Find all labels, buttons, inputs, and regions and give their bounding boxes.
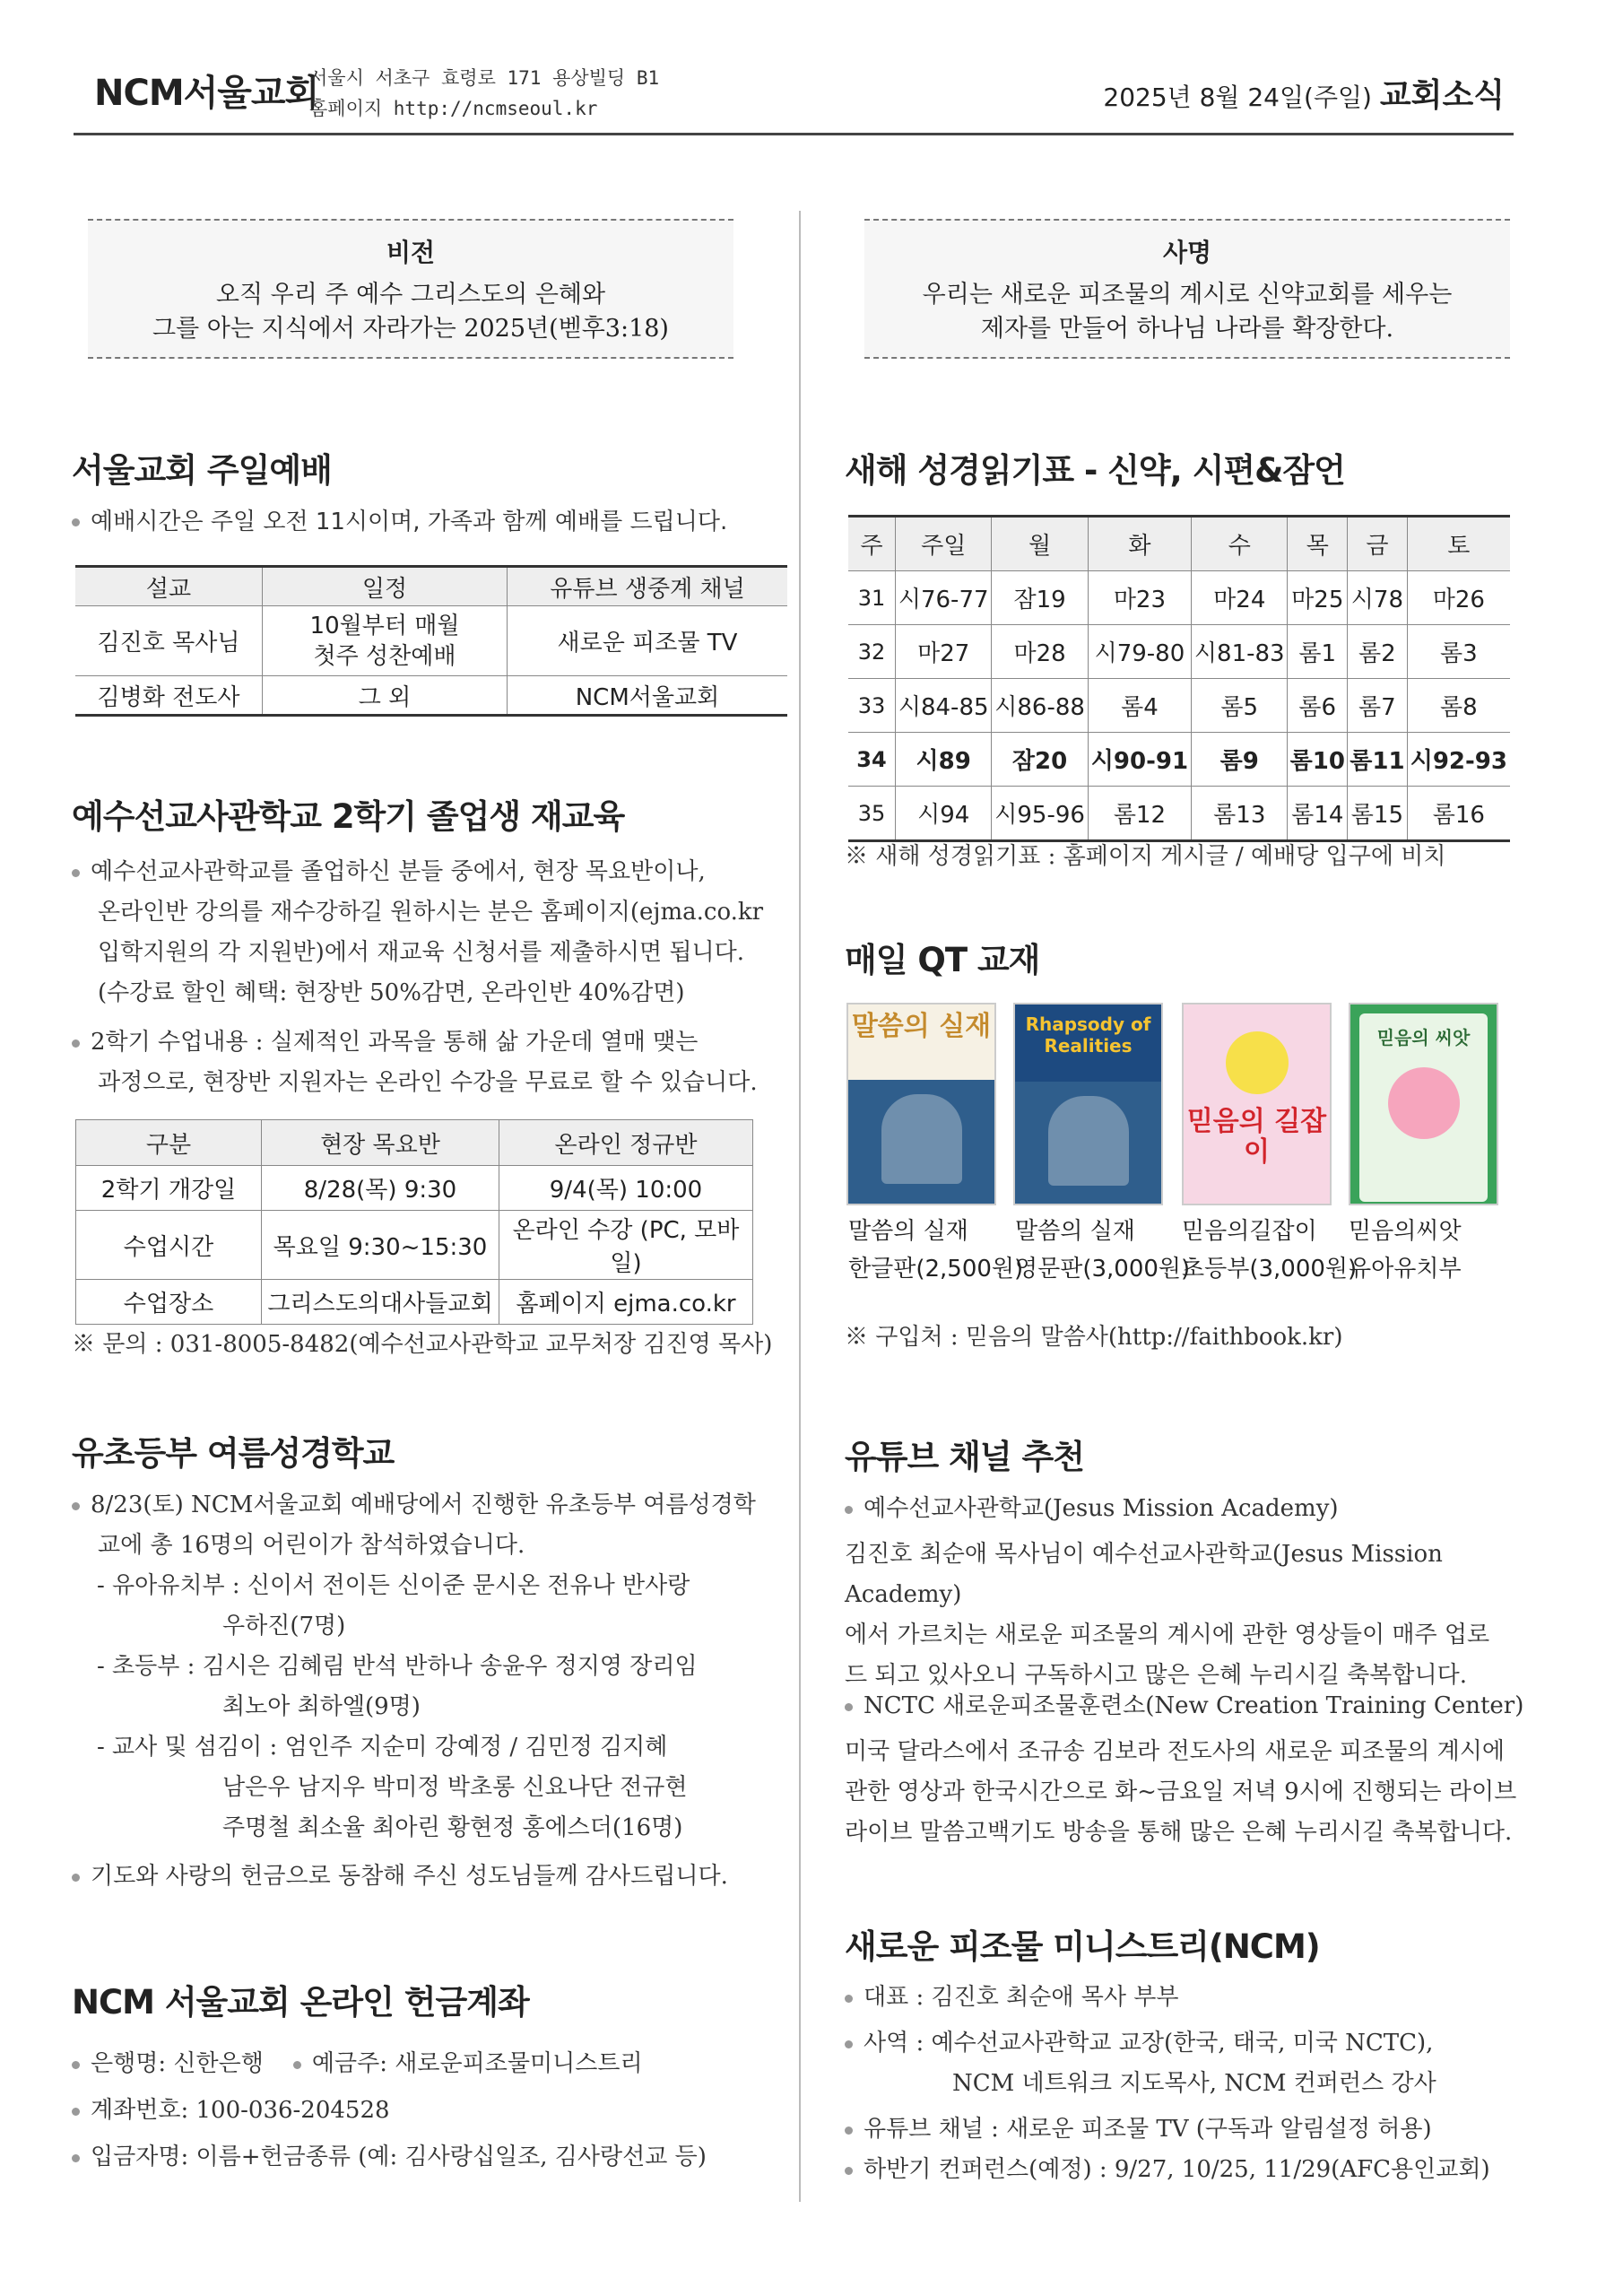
table-cell: 9/4(목) 10:00 xyxy=(499,1166,753,1211)
mission-line: 우리는 새로운 피조물의 계시로 신약교회를 세우는 xyxy=(922,281,1453,309)
text-line: 우하진(7명) xyxy=(222,1613,346,1639)
col-header: 수 xyxy=(1192,517,1288,571)
table-cell: 시89 xyxy=(896,733,992,787)
col-header: 구분 xyxy=(76,1120,262,1166)
col-header: 월 xyxy=(992,517,1088,571)
homepage-line: 홈페이지 http://ncmseoul.kr xyxy=(309,98,598,119)
channel-name: 예수선교사관학교(Jesus Mission Academy) xyxy=(864,1495,1339,1522)
text-line: 최노아 최하엘(9명) xyxy=(222,1693,421,1720)
mission-text xyxy=(864,278,1510,346)
ncm-title: 새로운 피조물 미니스트리(NCM) xyxy=(845,1927,1320,1966)
table-cell: 시92-93 xyxy=(1407,733,1510,787)
table-cell: 롬5 xyxy=(1192,679,1288,733)
table-cell: 시84-85 xyxy=(896,679,992,733)
vision-text xyxy=(88,278,733,346)
col-header: 주 xyxy=(848,517,896,571)
book-cover-title: 말씀의 실재 xyxy=(851,1011,992,1042)
text-line: 관한 영상과 한국시간으로 화~금요일 저녁 9시에 진행되는 라이브 xyxy=(845,1779,1517,1805)
table-row xyxy=(848,571,1510,625)
col-header: 목 xyxy=(1288,517,1348,571)
school-bullet-2 xyxy=(72,1022,780,1103)
table-cell: 그리스도의대사들교회 xyxy=(262,1280,499,1325)
qt-title: 매일 QT 교재 xyxy=(845,941,1040,979)
offering-info xyxy=(72,2040,789,2180)
table-row xyxy=(75,676,787,716)
mission-box xyxy=(864,219,1510,359)
youtube-channel-1 xyxy=(845,1489,1526,1696)
text-line: 입학지원의 각 지원반)에서 재교육 신청서를 제출하시면 됩니다. xyxy=(98,939,745,966)
worship-title: 서울교회 주일예배 xyxy=(72,451,332,490)
table-cell: 마23 xyxy=(1088,571,1191,625)
table-cell: 롬7 xyxy=(1348,679,1408,733)
book-cover-title: 믿음의 길잡이 xyxy=(1186,1106,1327,1168)
table-cell: 34 xyxy=(848,733,896,787)
column-divider xyxy=(799,211,801,2202)
mission-line: 제자를 만들어 하나님 나라를 확장한다. xyxy=(980,315,1394,343)
col-header: 유튜브 생중계 채널 xyxy=(508,567,788,606)
text-line: (수강료 할인 혜택: 현장반 50%감면, 온라인반 40%감면) xyxy=(98,979,685,1006)
table-cell: 롬15 xyxy=(1348,787,1408,841)
ncm-work: 사역 : 예수선교사관학교 교장(한국, 태국, 미국 NCTC), xyxy=(864,2030,1434,2057)
depositor-format: 입금자명: 이름+헌금종류 (예: 김사랑십일조, 김사랑선교 등) xyxy=(91,2144,707,2170)
account-holder: 예금주: 새로운피조물미니스트리 xyxy=(311,2050,643,2077)
table-cell: 그 외 xyxy=(263,676,508,716)
bulletin-date xyxy=(1103,70,1505,116)
text-line: 에서 가르치는 새로운 피조물의 계시에 관한 영상들이 매주 업로 xyxy=(845,1622,1490,1648)
table-cell: 마27 xyxy=(896,625,992,679)
book-name: 믿음의씨앗 xyxy=(1349,1218,1462,1245)
col-header: 설교 xyxy=(75,567,263,606)
table-row xyxy=(848,733,1510,787)
col-header: 주일 xyxy=(896,517,992,571)
vision-box xyxy=(88,219,733,359)
text-line: 기도와 사랑의 헌금으로 동참해 주신 성도님들께 감사드립니다. xyxy=(91,1863,728,1890)
worship-bullet-text: 예배시간은 주일 오전 11시이며, 가족과 함께 예배를 드립니다. xyxy=(91,509,728,535)
school-table xyxy=(75,1119,753,1325)
table-cell: 롬3 xyxy=(1407,625,1510,679)
mission-heading: 사명 xyxy=(1162,238,1212,267)
school-title: 예수선교사관학교 2학기 졸업생 재교육 xyxy=(72,797,625,836)
table-cell: 롬10 xyxy=(1288,733,1348,787)
text-line: 예수선교사관학교를 졸업하신 분들 중에서, 현장 목요반이나, xyxy=(91,858,706,885)
worship-table xyxy=(75,565,787,717)
book-caption xyxy=(1015,1213,1190,1288)
table-cell: 마28 xyxy=(992,625,1088,679)
vbs-bullet-1 xyxy=(72,1485,789,1566)
table-cell: 수업시간 xyxy=(76,1211,262,1280)
vbs-group-teachers xyxy=(97,1727,796,1848)
table-row xyxy=(848,787,1510,841)
school-contact: ※ 문의 : 031-8005-8482(예수선교사관학교 교무처장 김진영 목사) xyxy=(72,1331,773,1358)
bulletin-label: 교회소식 xyxy=(1379,77,1505,114)
qt-source: ※ 구입처 : 믿음의 말씀사(http://faithbook.kr) xyxy=(845,1324,1343,1351)
text-line: 2학기 수업내용 : 실제적인 과목을 통해 삶 가운데 열매 맺는 xyxy=(91,1029,699,1056)
table-cell: 롬1 xyxy=(1288,625,1348,679)
book-cover-title: Rhapsody of Realities xyxy=(1025,1013,1151,1057)
vbs-group-kinder xyxy=(97,1566,796,1647)
text-line: 남은우 남지우 박미정 박초롱 신요나단 전규현 xyxy=(222,1774,688,1801)
table-cell: 롬2 xyxy=(1348,625,1408,679)
text-line: 과정으로, 현장반 지원자는 온라인 수강을 무료로 할 수 있습니다. xyxy=(98,1069,758,1096)
table-cell: 33 xyxy=(848,679,896,733)
qt-book-cover xyxy=(846,1003,996,1205)
table-row xyxy=(76,1211,753,1280)
reading-note: ※ 새해 성경읽기표 : 홈페이지 게시글 / 예배당 입구에 비치 xyxy=(845,843,1446,870)
vbs-title: 유초등부 여름성경학교 xyxy=(72,1434,395,1473)
channel-name: NCTC 새로운피조물훈련소(New Creation Training Center) xyxy=(864,1692,1524,1719)
church-address xyxy=(309,63,659,124)
table-cell: 김진호 목사님 xyxy=(75,606,263,676)
table-cell: 롬14 xyxy=(1288,787,1348,841)
book-name: 말씀의 실재 xyxy=(848,1218,968,1245)
date-text: 2025년 8월 24일(주일) xyxy=(1103,83,1372,112)
vbs-bullet-2 xyxy=(72,1857,789,1897)
group-label: - 초등부 : xyxy=(97,1653,195,1680)
worship-bullet xyxy=(72,502,727,543)
table-cell: 8/28(목) 9:30 xyxy=(262,1166,499,1211)
table-cell: 시81-83 xyxy=(1192,625,1288,679)
text-line: 드 되고 있사오니 구독하시고 많은 은혜 누리시길 축복합니다. xyxy=(845,1662,1468,1689)
reading-table xyxy=(848,515,1510,842)
table-cell: 마24 xyxy=(1192,571,1288,625)
text-line: 김시은 김혜림 반석 반하나 송윤우 정지영 장리임 xyxy=(202,1653,698,1680)
table-cell: 롬12 xyxy=(1088,787,1191,841)
col-header: 금 xyxy=(1348,517,1408,571)
table-row xyxy=(848,679,1510,733)
table-cell: 시95-96 xyxy=(992,787,1088,841)
table-cell: 김병화 전도사 xyxy=(75,676,263,716)
text-line: 주명철 최소율 최아린 황현정 홍에스더(16명) xyxy=(222,1814,683,1841)
table-cell: 롬11 xyxy=(1348,733,1408,787)
text-line: 라이브 말씀고백기도 방송을 통해 많은 은혜 누리시길 축복합니다. xyxy=(845,1819,1513,1846)
text-line: 미국 달라스에서 조규송 김보라 전도사의 새로운 피조물의 계시에 xyxy=(845,1738,1505,1765)
text-line: 8/23(토) NCM서울교회 예배당에서 진행한 유초등부 여름성경학 xyxy=(91,1492,756,1518)
table-cell: 롬4 xyxy=(1088,679,1191,733)
col-header: 현장 목요반 xyxy=(262,1120,499,1166)
col-header: 화 xyxy=(1088,517,1191,571)
youtube-channel-2 xyxy=(845,1686,1526,1853)
address-line: 서울시 서초구 효령로 171 용상빌딩 B1 xyxy=(309,67,660,89)
table-cell: 잠19 xyxy=(992,571,1088,625)
table-cell: 32 xyxy=(848,625,896,679)
table-cell: 시79-80 xyxy=(1088,625,1191,679)
col-header: 온라인 정규반 xyxy=(499,1120,753,1166)
table-cell: 시94 xyxy=(896,787,992,841)
table-cell: 마26 xyxy=(1407,571,1510,625)
table-cell: 잠20 xyxy=(992,733,1088,787)
table-cell: 2학기 개강일 xyxy=(76,1166,262,1211)
table-cell: 시76-77 xyxy=(896,571,992,625)
table-cell: 31 xyxy=(848,571,896,625)
table-cell: 수업장소 xyxy=(76,1280,262,1325)
text-line: 교에 총 16명의 어린이가 참석하였습니다. xyxy=(98,1532,525,1559)
book-name: 믿음의길잡이 xyxy=(1182,1218,1317,1245)
qt-book-cover xyxy=(1182,1003,1332,1205)
vbs-group-elementary xyxy=(97,1647,796,1727)
qt-book-cover xyxy=(1013,1003,1163,1205)
table-cell: 온라인 수강 (PC, 모바일) xyxy=(499,1211,753,1280)
ncm-info xyxy=(845,1978,1526,2190)
book-price: 한글판(2,500원) xyxy=(848,1256,1024,1283)
vision-heading: 비전 xyxy=(386,238,436,267)
school-bullet-1 xyxy=(72,852,771,1013)
group-label: - 교사 및 섬김이 : xyxy=(97,1734,278,1761)
book-cover-title: 믿음의 씨앗 xyxy=(1376,1027,1471,1048)
vision-line: 그를 아는 지식에서 자라가는 2025년(벧후3:18) xyxy=(152,315,669,343)
table-cell: 롬13 xyxy=(1192,787,1288,841)
book-name: 말씀의 실재 xyxy=(1015,1218,1135,1245)
header-divider xyxy=(74,133,1514,135)
offering-title: NCM 서울교회 온라인 헌금계좌 xyxy=(72,1983,529,2022)
table-cell: 롬6 xyxy=(1288,679,1348,733)
ncm-work: NCM 네트워크 지도목사, NCM 컨퍼런스 강사 xyxy=(952,2070,1436,2097)
table-cell: 홈페이지 ejma.co.kr xyxy=(499,1280,753,1325)
table-cell: 마25 xyxy=(1288,571,1348,625)
table-cell: 목요일 9:30~15:30 xyxy=(262,1211,499,1280)
table-row xyxy=(848,625,1510,679)
table-row xyxy=(76,1166,753,1211)
vision-line: 오직 우리 주 예수 그리스도의 은혜와 xyxy=(215,281,606,309)
reading-title: 새해 성경읽기표 - 신약, 시편&잠언 xyxy=(845,451,1345,490)
text-line: 온라인반 강의를 재수강하길 원하시는 분은 홈페이지(ejma.co.kr xyxy=(98,899,764,926)
table-cell: 새로운 피조물 TV xyxy=(508,606,788,676)
account-number: 계좌번호: 100-036-204528 xyxy=(91,2097,390,2124)
table-cell: NCM서울교회 xyxy=(508,676,788,716)
table-cell: 롬16 xyxy=(1407,787,1510,841)
text-line: 김진호 최순애 목사님이 예수선교사관학교(Jesus Mission Academy) xyxy=(845,1541,1443,1608)
youtube-title: 유튜브 채널 추천 xyxy=(845,1438,1084,1476)
table-cell: 시90-91 xyxy=(1088,733,1191,787)
ncm-conference: 하반기 컨퍼런스(예정) : 9/27, 10/25, 11/29(AFC용인교회) xyxy=(864,2156,1490,2183)
book-price: 유아유치부 xyxy=(1349,1256,1462,1283)
church-name: NCM서울교회 xyxy=(94,73,319,114)
table-row xyxy=(76,1280,753,1325)
table-cell: 35 xyxy=(848,787,896,841)
table-cell: 롬9 xyxy=(1192,733,1288,787)
book-caption xyxy=(1182,1213,1357,1288)
bank-name: 은행명: 신한은행 xyxy=(91,2050,264,2077)
col-header: 일정 xyxy=(263,567,508,606)
table-row xyxy=(75,606,787,676)
ncm-channel: 유튜브 채널 : 새로운 피조물 TV (구독과 알림설정 허용) xyxy=(864,2116,1432,2143)
table-cell: 시78 xyxy=(1348,571,1408,625)
book-caption xyxy=(1349,1213,1462,1288)
table-cell: 시86-88 xyxy=(992,679,1088,733)
col-header: 토 xyxy=(1407,517,1510,571)
ncm-rep: 대표 : 김진호 최순애 목사 부부 xyxy=(864,1984,1179,2011)
table-cell: 롬8 xyxy=(1407,679,1510,733)
book-caption xyxy=(848,1213,1023,1288)
group-label: - 유아유치부 : xyxy=(97,1572,240,1599)
book-price: 초등부(3,000원) xyxy=(1182,1256,1358,1283)
qt-book-cover xyxy=(1349,1003,1498,1205)
text-line: 엄인주 지순미 강예정 / 김민정 김지혜 xyxy=(284,1734,668,1761)
book-price: 영문판(3,000원) xyxy=(1015,1256,1191,1283)
table-cell: 10월부터 매월 첫주 성찬예배 xyxy=(263,606,508,676)
text-line: 신이서 전이든 신이준 문시온 전유나 반사랑 xyxy=(247,1572,690,1599)
